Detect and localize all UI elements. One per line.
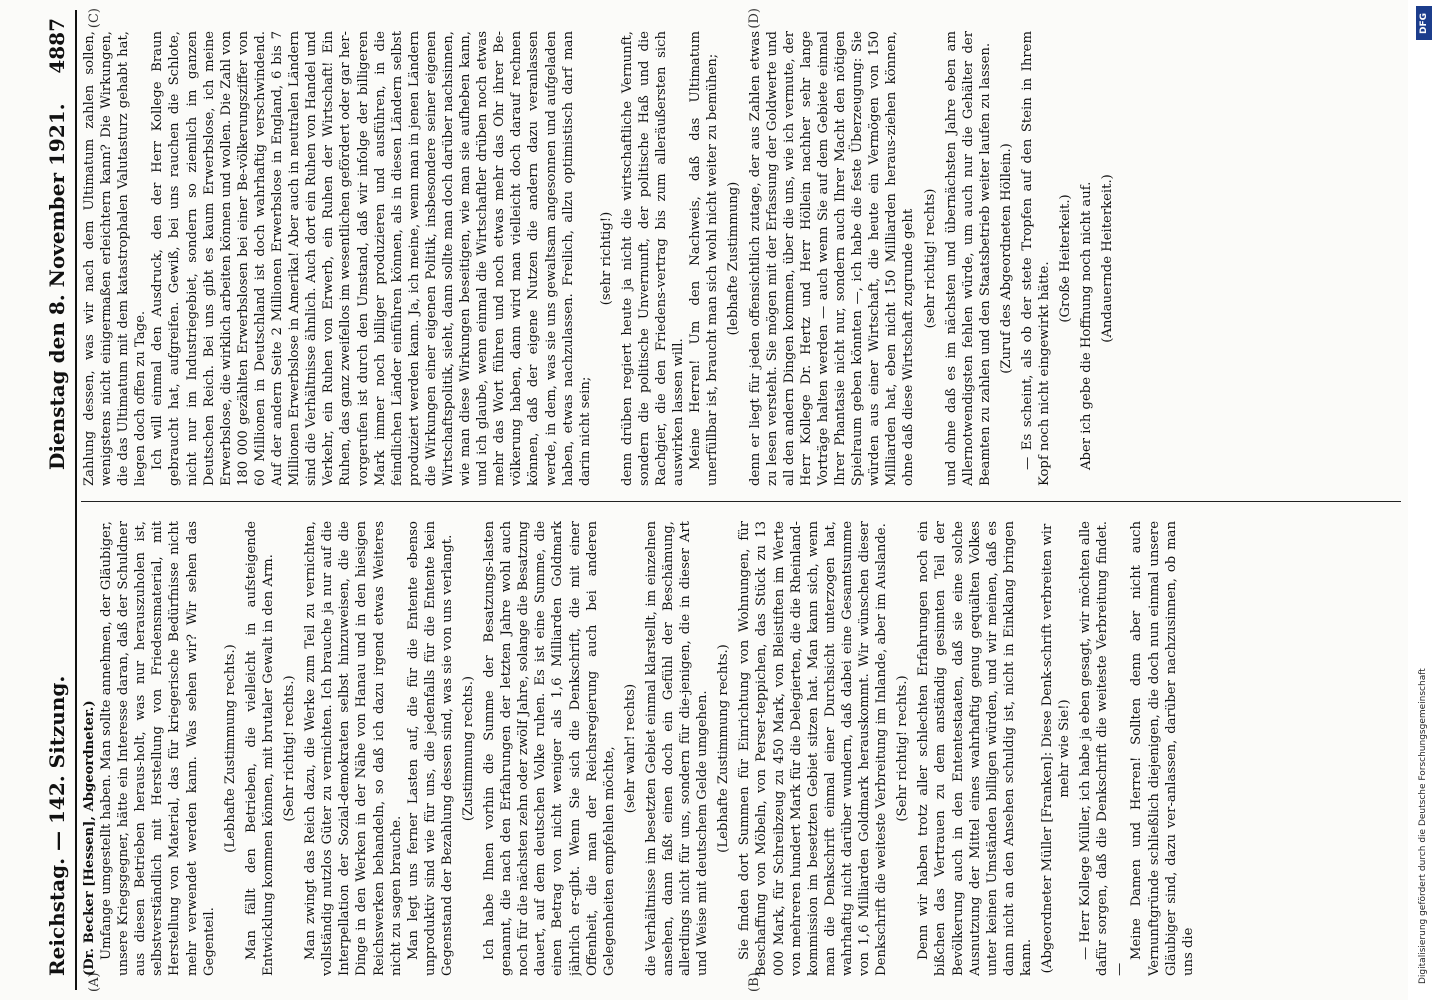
speaker-line: (Dr. Becker [Hessen], Abgeordneter.)	[82, 700, 97, 976]
margin-mark-a: (A)	[87, 972, 102, 992]
margin-mark-b: (B)	[747, 972, 762, 992]
paragraph: Aber ich gebe die Hoffnung noch nicht auf.	[1079, 181, 1095, 470]
remark: (sehr wahr! rechts)	[622, 683, 638, 814]
page-number: 4887	[45, 18, 69, 74]
digitization-note: Digitalisierung gefördert durch die Deutsche Forschungsgemeinschaft	[1418, 668, 1428, 984]
paragraph: Denn wir haben trotz aller schlechten Erfahrungen noch ein bißchen das Vertrauen zu dem anständig gesinnten Teil der Bevölkerung auch in den Ententestaaten, daß sie eine solche Ausnutzung der Mittel eines wahrhaftig genug gequälten Volkes unter keinen Umständen billigen würden, und wir meinen, daß es dann nicht an den Ansehen schuldig ist, nicht in Einklang bringen kann.	[916, 521, 1034, 976]
remark: (Sehr richtig! rechts.)	[895, 675, 911, 822]
paragraph: Ich will einmal den Ausdruck, den der Herr Kollege Braun gebraucht hat, aufgreifen. Gewiß, bei uns rauchen die Schlote, nicht nur im Industriegebiet, sondern so ziemlich im ganzen Deutschen Reich. Bei uns gibt es kaum Erwerbslose, ich meine Erwerbslose, die wirklich arbeiten können und wollen. Die Zahl von 180 000 gezählten Erwerbslosen bei einer Be-völkerungsziffer von 60 Millionen in Deutschland ist doch wahrhaftig verschwindend. Auf der andern Seite 2 Millionen Erwerbslose in England, 6 bis 7 Millionen Erwerbslose in Amerika! Aber auch in neutralen Ländern sind die Verhältnisse ähnlich. Auch dort ein Ruhen von Handel und Verkehr, ein Ruhen von Erwerb, ein Ruhen der Wirtschaft! Ein Ruhen, das ganz zweifellos im wesentlichen gefördert oder gar her-vorgerufen ist durch den Umstand, daß wir infolge der billigeren Mark immer noch billiger produzieren und ausführen, in die feindlichen Länder einführen können, als in diesen Ländern selbst produziert werden kann. Ja, ich meine, wenn man in jenen Ländern die Wirkungen einer eigenen Politik, insbesondere seiner eigenen Wirtschaftspolitik, sieht, dann sollte man doch darüber nachsinnen, wie man diese Wirkungen beseitigen, wie man sie aufheben kann, und ich glaube, wenn einmal die Wirtschaftler drüben noch etwas mehr das Wort führen und noch etwas mehr das Ohr ihrer Be-völkerung haben, dann wird man vielleicht doch darauf rechnen können, daß der eigene Nutzen die andern dazu veranlassen werde, in dem, was sie uns gewaltsam angesonnen und aufgeladen haben, etwas nachzulassen. Freilich, allzu optimistisch darf man darin nicht sein;	[150, 31, 593, 486]
right-column	[81, 31, 1401, 486]
remark: (Zustimmung rechts.)	[460, 675, 476, 822]
page-header	[27, 10, 77, 990]
paragraph: Meine Herren! Um den Nachweis, daß das Ultimatum unerfüllbar ist, braucht man sich wohl nicht weiter zu bemühen;	[688, 31, 721, 486]
paragraph: Sie finden dort Summen für Einrichtung von Wohnungen, für Beschaffung von Möbeln, von Perser-teppichen, das Stück zu 13 000 Mark, für Schreibzeug zu 450 Mark, von Bleistiften im Werte von mehreren hundert Mark für die Delegierten, die die Rheinland-kommission im besetzten Gebiet sitzen hat. Man kann sich, wenn man die Denkschrift einmal einer Durchsicht unterzogen hat, wahrhaftig nicht darüber wundern, daß dabei eine Gesamtsumme von 1,6 Milliarden Goldmark herauskommt. Wir wünschen dieser Denkschrift die weiteste Verbreitung im Inlande, aber im Auslande.	[737, 521, 890, 976]
paragraph: denn drüben regiert heute ja nicht die wirtschaftliche Vernunft, sondern die politische Unvernunft, der politische Haß und die Rachgier, die den Friedens-vertrag bis zum alleräußersten sich auswirken lassen will.	[619, 31, 687, 486]
rotated-newspaper-page	[17, 10, 1417, 990]
paragraph: Man fällt den Betrieben, die vielleicht in aufsteigende Entwicklung kommen können, mit brutaler Gewalt in den Arm.	[243, 521, 276, 976]
remark: (sehr richtig! rechts)	[922, 188, 938, 329]
left-column	[81, 521, 1401, 976]
paragraph: die Verhältnisse im besetzten Gebiet einmal klarstellt, im einzelnen ansehen, dann faßt einen doch ein Gefühl der Beschämung, allerdings nicht für uns, sondern für die-jenigen, die in dieser Art und Weise mit deutschem Gelde umgehen.	[643, 521, 711, 976]
remark: (Sehr richtig! rechts.)	[282, 675, 298, 822]
header-left: Reichstag. — 142. Sitzung.	[45, 675, 69, 976]
paragraph: Umfange umgestellt haben. Man sollte annehmen, der Gläubiger, unsere Kriegsgegner, hätte ein Interesse daran, daß der Schuldner aus diesen Betrieben heraus-holt, was nur herauszuholen ist, selbstverständlich mit Herstellung von Friedensmaterial, mit Herstellung von Material, das für kriegerische Bedürfnisse nicht mehr verwendet werden kann. Was sehen wir? Wir sehen das Gegenteil.	[99, 521, 217, 976]
remark: (Andauernde Heiterkeit.)	[1100, 174, 1116, 343]
paragraph: und ohne daß es im nächsten und übernächsten Jahre eben am Allernotwendigsten fehlen würde, um auch nur die Gehälter der Beamten zu zahlen und den Staatsbetrieb weiter laufen zu lassen.	[943, 31, 993, 486]
paragraph: Ich habe Ihnen vorhin die Summe der Besatzungs-lasten genannt, die nach den Erfahrungen der letzten Jahre wohl auch noch für die nächsten zehn oder zwölf Jahre, solange die Besatzung dauert, auf dem deutschen Volke ruhen. Es ist eine Summe, die einen Betrag von nicht weniger als 1,6 Milliarden Goldmark jährlich er-gibt. Wenn Sie sich die Denkschrift, die mit einer Offenheit, die man der Reichsregierung auch bei anderen Gelegenheiten empfehlen möchte,	[482, 521, 617, 976]
paragraph: — Herr Kollege Müller, ich habe ja eben gesagt, wir möchten alle dafür sorgen, daß die Denkschrift die weiteste Verbreitung findet. —	[1078, 521, 1128, 976]
remark: (Große Heiterkeit.)	[1058, 194, 1074, 323]
paragraph: Man zwingt das Reich dazu, die Werke zum Teil zu vernichten, vollständig nutzlos Güter zu vernichten. Ich brauche ja nur auf die Interpellation der Sozial-demokraten selbst hinzuweisen, die die Dinge in den Werken in der Nähe von Hanau und in den hiesigen Reichswerken behandeln, so daß ich dazu irgend etwas Weiteres nicht zu sagen brauche.	[303, 521, 404, 976]
paragraph: — Es scheint, als ob der stete Tropfen auf den Stein in Ihrem Kopf noch nicht eingewirkt hätte.	[1019, 31, 1053, 486]
remark: (Lebhafte Zustimmung rechts.)	[222, 644, 238, 853]
paragraph: denn er liegt für jeden offensichtlich zutage, der aus Zahlen etwas zu lesen versteht. Sie mögen mit der Erfassung der Goldwerte und all den andern Dingen kommen, über die uns, wie ich vermute, der Herr Kollege Dr. Hertz und Herr Höllein nachher sehr lange Vorträge halten werden — auch wenn Sie auf dem Gebiete einmal Ihrer Phantasie nicht nur, sondern auch Ihrer Macht den nötigen Spielraum geben könnten —, ich habe die feste Überzeugung: Sie würden aus einer Wirtschaft, die heute ein Vermögen von 150 Milliarden hat, eben nicht 150 Milliarden heraus-ziehen können, ohne daß diese Wirtschaft zugrunde geht	[747, 31, 917, 486]
paragraph: Zahlung dessen, was wir nach dem Ultimatum zahlen sollen, wenigstens nicht einigermaßen erleichtern kann? Die Wirkungen, die das Ultimatum mit dem katastrophalen Valutasturz gehabt hat, liegen doch offen zu Tage.	[82, 31, 149, 486]
paragraph: Man legt uns ferner Lasten auf, die für die Entente ebenso unproduktiv sind wie für uns, die jedenfalls für die Entente kein Gegenstand der Bezahlung dessen sind, was sie von uns verlangt.	[405, 521, 455, 976]
remark: (lebhafte Zustimmung)	[726, 181, 742, 336]
paragraph: Meine Damen und Herren! Sollten denn aber nicht auch Vernunftgründe schließlich diejenigen, die doch nun einmal unsere Gläubiger sind, dazu ver-anlassen, darüber nachzusinnen, ob man uns die	[1129, 521, 1196, 976]
dfg-logo-icon: DFG	[1416, 6, 1432, 40]
margin-mark-d: (D)	[747, 8, 762, 29]
margin-mark-c: (C)	[87, 8, 102, 29]
remark: (Abgeordneter Müller [Franken]: Diese Denk-schrift verbreiten wir mehr wie Sie!)	[1039, 523, 1073, 974]
column-divider	[81, 501, 1401, 502]
remark: (Zuruf des Abgeordneten Höllein.)	[998, 143, 1014, 374]
header-date: Dienstag den 8. November 1921.	[45, 103, 69, 470]
remark: (sehr richtig!)	[598, 211, 614, 306]
remark: (Lebhafte Zustimmung rechts.)	[716, 644, 732, 853]
